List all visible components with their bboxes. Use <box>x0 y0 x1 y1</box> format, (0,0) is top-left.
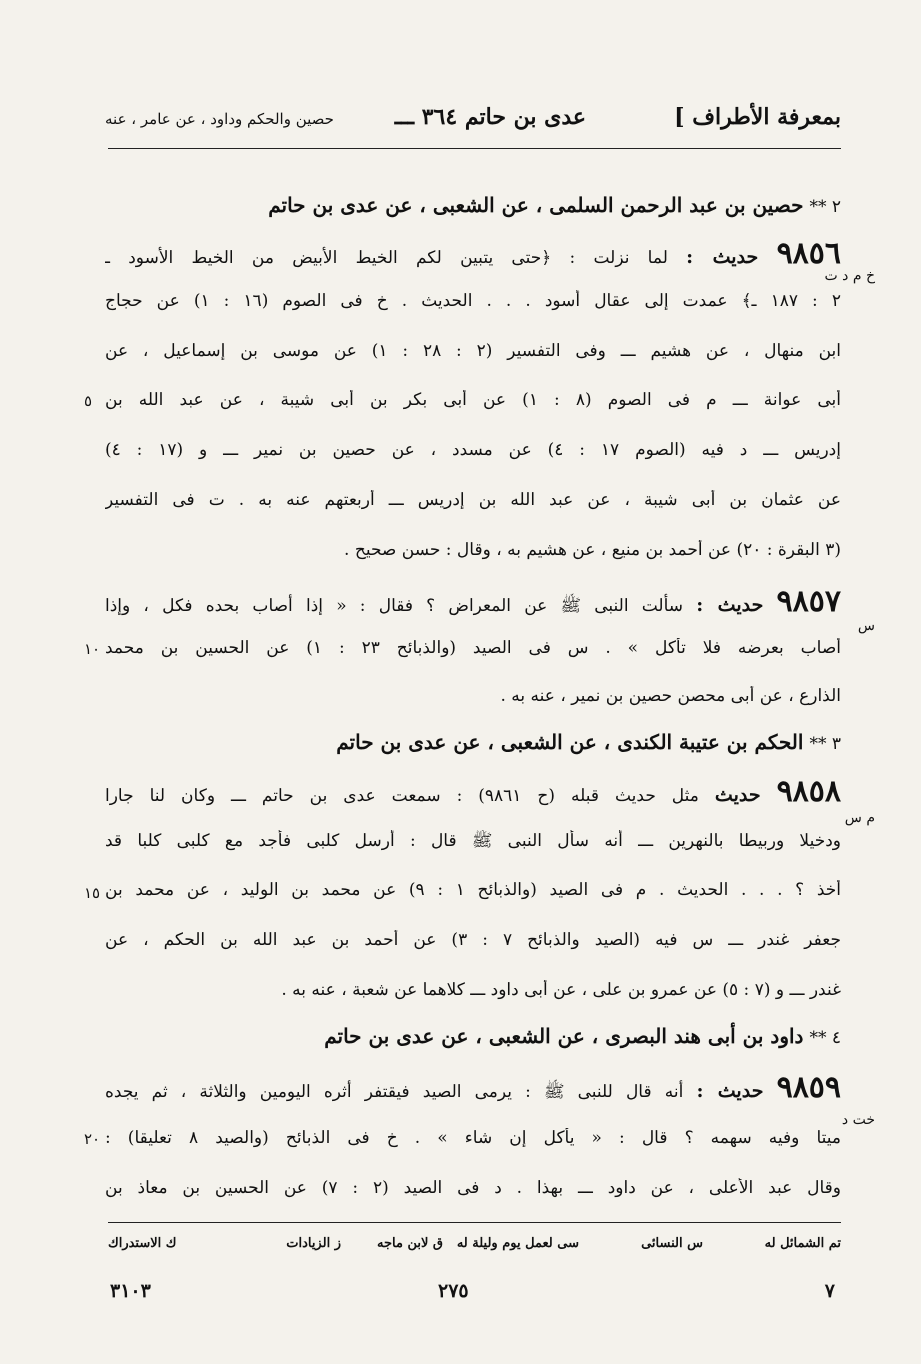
margin-sigla: خت د <box>841 1112 875 1128</box>
header-left: حصين والحكم وداود ، عن عامر ، عنه <box>105 110 334 128</box>
text-line: ميتا وفيه سهمه ؟ قال : « يأكل إن شاء » . خ فى الذبائح (والصيد ٨ تعليقا) : <box>105 1128 841 1148</box>
hadith-number: ٩٨٥٦ <box>776 236 841 271</box>
hadith-number: ٩٨٥٩ <box>776 1070 841 1105</box>
abbr-item: تم الشمائل له <box>764 1236 841 1251</box>
line-number: ١٥ <box>84 884 101 902</box>
text-line: ٢ : ١٨٧ ـ﴾ عمدت إلى عقال أسود . . . الحديث . خ فى الصوم (١٦ : ١) عن حجاج <box>105 291 841 311</box>
margin-sigla: م س <box>844 810 875 826</box>
header-rule <box>108 148 841 149</box>
line-number: ١٠ <box>84 640 101 658</box>
hadith-first-line: ٩٨٥٦ حديث : لما نزلت : ﴿حتى يتبين لكم الخيط الأبيض من الخيط الأسود ـ <box>105 236 841 271</box>
abbreviation-key <box>108 1236 841 1260</box>
text-line: ابن منهال ، عن هشيم ـــ وفى التفسير (٢ : ٢٨ : ١) عن موسى بن إسماعيل ، عن <box>105 341 841 361</box>
text-line: جعفر غندر ـــ س فيه (الصيد والذبائح ٧ : ٣) عن أحمد بن عبد الله بن الحكم ، عن <box>105 930 841 950</box>
text-line: أخذ ؟ . . . الحديث . م فى الصيد (والذبائح ١ : ٩) عن محمد بن الوليد ، عن محمد بن <box>105 880 841 900</box>
abbr-item: س النسائى <box>641 1236 703 1251</box>
text-line: (٣ البقرة : ٢٠) عن أحمد بن منيع ، عن هشيم به ، وقال : حسن صحيح . <box>344 540 841 560</box>
line-number: ٥ <box>84 392 93 410</box>
text-line: أبى عوانة ـــ م فى الصوم (٨ : ١) عن أبى بكر بن أبى شيبة ، عن عبد الله بن <box>105 390 841 410</box>
text-line: أصاب بعرضه فلا تأكل » . س فى الصيد (والذبائح ٢٣ : ١) عن الحسين بن محمد <box>105 638 841 658</box>
hadith-label: حديث : <box>696 1080 764 1102</box>
page-number: ٢٧٥ <box>438 1280 469 1302</box>
running-header <box>105 104 841 144</box>
line-number: ٢٠ <box>84 1130 101 1148</box>
hadith-first-line: ٩٨٥٩ حديث : أنه قال للنبى ﷺ : يرمى الصيد فيقتفر أثره اليومين والثلاثة ، ثم يجده <box>105 1070 841 1105</box>
margin-sigla: خ م د ت <box>824 268 875 284</box>
header-right: بمعرفة الأطراف ] <box>674 104 841 130</box>
text-line: عن عثمان بن أبى شيبة ، عن عبد الله بن إدريس ـــ أربعتهم عنه به . ت فى التفسير <box>105 490 841 510</box>
section-heading: ٣ **الحكم بن عتيبة الكندى ، عن الشعبى ، عن عدى بن حاتم <box>336 730 841 754</box>
abbr-item: ق لابن ماجه <box>377 1236 443 1251</box>
header-middle: عدى بن حاتم ٣٦٤ ـــ <box>394 104 586 130</box>
volume-number: ٧ <box>824 1280 835 1302</box>
hadith-first-line: ٩٨٥٨ حديث مثل حديث قبله (ح ٩٨٦١) : سمعت عدى بن حاتم ـــ وكان لنا جارا <box>105 774 841 809</box>
abbr-item: سى لعمل يوم وليلة له <box>456 1236 579 1251</box>
hadith-number: ٩٨٥٨ <box>776 774 841 809</box>
text-line: غندر ـــ و (٧ : ٥) عن عمرو بن على ، عن أبى داود ـــ كلاهما عن شعبة ، عنه به . <box>281 980 841 1000</box>
text-line: وقال عبد الأعلى ، عن داود ـــ بهذا . د فى الصيد (٢ : ٧) عن الحسين بن معاذ بن <box>105 1178 841 1198</box>
abbr-item: ك الاستدراك <box>108 1236 177 1251</box>
hadith-label: حديث <box>714 784 761 806</box>
section-heading: ٢ **حصين بن عبد الرحمن السلمى ، عن الشعبى ، عن عدى بن حاتم <box>268 193 841 217</box>
text-line: الذارع ، عن أبى محصن حصين بن نمير ، عنه به . <box>500 686 841 706</box>
hadith-label: حديث : <box>686 246 759 268</box>
hadith-first-line: ٩٨٥٧ حديث : سألت النبى ﷺ عن المعراض ؟ فقال : « إذا أصاب بحده فكل ، وإذا <box>105 584 841 619</box>
hadith-number: ٩٨٥٧ <box>776 584 841 619</box>
hadith-label: حديث : <box>696 594 764 616</box>
sequence-number: ٣١٠٣ <box>110 1280 151 1302</box>
text-line: إدريس ـــ د فيه (الصوم ١٧ : ٤) عن مسدد ، عن حصين بن نمير ـــ و (١٧ : ٤) <box>105 440 841 460</box>
footnote-rule <box>108 1222 841 1223</box>
text-line: ودخيلا وربيطا بالنهرين ـــ أنه سأل النبى ﷺ قال : أرسل كلبى فأجد مع كلبى كلبا قد <box>105 831 841 851</box>
margin-sigla: س <box>857 618 875 634</box>
section-heading: ٤ **داود بن أبى هند البصرى ، عن الشعبى ، عن عدى بن حاتم <box>324 1024 841 1048</box>
abbr-item: ز الزيادات <box>286 1236 341 1251</box>
